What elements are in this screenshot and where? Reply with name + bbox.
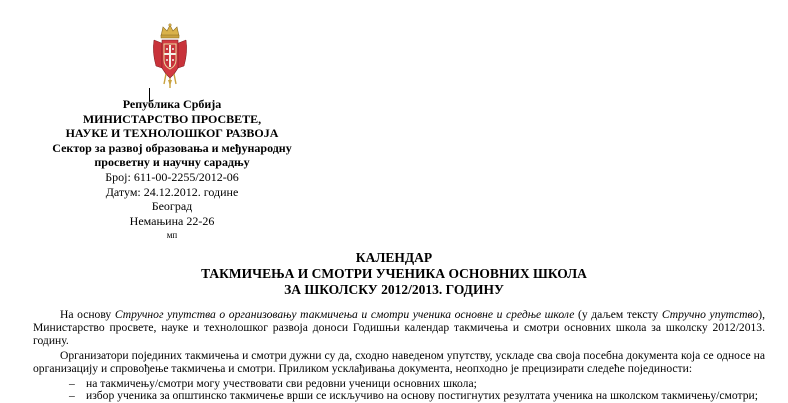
ministry-name: МИНИСТАРСТВО ПРОСВЕТЕ,	[82, 111, 262, 126]
document-date: Датум: 24.12.2012. године	[105, 184, 239, 199]
paragraph-intro	[33, 309, 765, 348]
italic-reference: Стручног упутства о организовању такмичења и смотри ученика основне и средње школе	[114, 308, 575, 321]
document-body	[33, 309, 765, 403]
country-name: Република Србија	[122, 97, 222, 111]
ministry-name-cont: НАУКЕ И ТЕХНОЛОШКОГ РАЗВОЈА	[65, 126, 279, 141]
text-run: ), Министарство просвете, науке и технолошког развоја доноси Годишњи календар такмичења и смотри основних школа за школску 2012/2013. годину.	[33, 308, 765, 347]
italic-reference: Стручно упутство	[661, 308, 759, 321]
dash-bullet: –	[69, 376, 75, 390]
title-line-2: ТАКМИЧЕЊА И СМОТРИ УЧЕНИКА ОСНОВНИХ ШКОЛА	[201, 266, 587, 281]
list-item-text: избор ученика за општинско такмичење врши се искључиво на основу постигнутих резултата ученика на школском такмичењу/смотри;	[86, 389, 758, 403]
document-title	[0, 250, 788, 298]
document-number: Број: 611-00-2255/2012-06	[105, 169, 239, 184]
paragraph-organizers: Организатори појединих такмичења и смотри дужни су да, сходно наведеном упутству, ускладе сва своја посебна документа која се односе на организацију и спровођење такмичења и смотри. Приликом усклађивања документа, неопходно је прецизирати следеће појединости:	[33, 348, 765, 375]
city: Београд	[151, 199, 193, 214]
serbian-coat-of-arms-icon	[152, 22, 188, 90]
title-line-1: КАЛЕНДАР	[355, 250, 433, 265]
sector-name-cont: просветну и научну сарадњу	[94, 155, 250, 170]
requirements-list	[33, 378, 765, 403]
title-line-3: ЗА ШКОЛСКУ 2012/2013. ГОДИНУ	[284, 282, 504, 297]
list-item	[33, 390, 765, 403]
street-address: Немањина 22-26	[129, 213, 215, 228]
list-item-text: на такмичењу/смотри могу учествовати сви редовни ученици основних школа;	[86, 376, 477, 390]
text-run: (у даљем тексту	[574, 308, 662, 321]
sector-name: Сектор за развој образовања и међународну	[52, 140, 292, 155]
text-run: На основу	[60, 308, 115, 321]
ministry-header	[52, 97, 292, 242]
dash-bullet: –	[69, 389, 75, 403]
stamp-place-mark: мп	[166, 230, 178, 241]
